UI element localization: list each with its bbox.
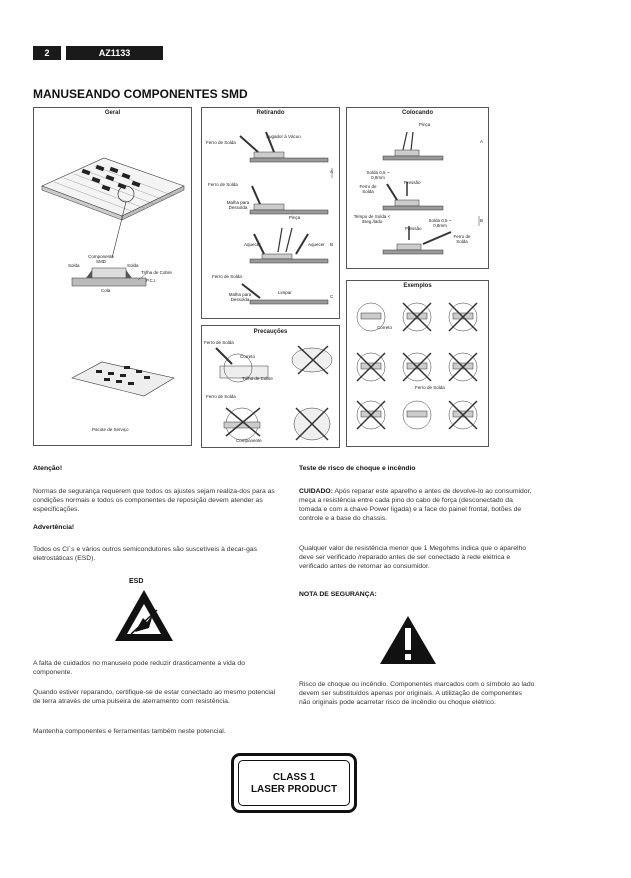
label-ferro-solda-2: Ferro de Solda bbox=[206, 394, 236, 399]
reparando-paragraph: Quando estiver reparando, certifique-se de estar conectado ao mesmo potencial de terra através de uma pulseira de aterramento com resistência. bbox=[33, 689, 276, 705]
laser-product-text: LASER PRODUCT bbox=[250, 784, 338, 795]
panel-precaucoes-title: Precauções bbox=[253, 329, 288, 335]
label-correto: Correto bbox=[240, 354, 256, 359]
label-limpar: Limpar bbox=[278, 290, 292, 295]
label-a: A bbox=[330, 169, 334, 174]
label-ferro-solda-2: Ferro de Solda bbox=[453, 234, 471, 244]
model-label: AZ1133 bbox=[66, 46, 163, 60]
page-title: MANUSEANDO COMPONENTES SMD bbox=[33, 87, 248, 101]
laser-class-text: CLASS 1 bbox=[272, 772, 316, 783]
label-solda-right: Solda bbox=[127, 263, 139, 268]
advertencia-paragraph: Todos os CI´s e vários outros semicondutores são suscetíveis à decar-gas eletrostáticas (ESD). bbox=[33, 546, 258, 562]
panel-exemplos-title: Exemplos bbox=[403, 283, 432, 289]
esd-warning-icon bbox=[113, 588, 175, 643]
label-solda-left: Solda bbox=[68, 263, 80, 268]
label-ferro-solda: Ferro de Solda bbox=[415, 385, 445, 390]
label-solda-2: Solda 0,5 ~ 0,8mm bbox=[428, 218, 452, 228]
potencial-paragraph: Mantenha componentes e ferramentas também neste potencial. bbox=[33, 728, 226, 735]
label-aquecer-1: Aquecer bbox=[244, 242, 261, 247]
label-b: B bbox=[330, 242, 334, 247]
cuidado-label: CUIDADO: bbox=[299, 488, 333, 495]
examples-illustration bbox=[347, 281, 488, 446]
label-solda-1: Solda 0,5 ~ 0,8mm bbox=[366, 170, 390, 180]
teste-heading: Teste de risco de choque e incêndio bbox=[299, 465, 416, 472]
label-ferro-solda-1: Ferro de Solda bbox=[204, 340, 234, 345]
label-pinca: Pinça bbox=[419, 122, 431, 127]
esd-label: ESD bbox=[129, 578, 144, 585]
label-componente: Componente bbox=[236, 438, 262, 443]
label-sugador-vacuo: Sugador à Vácuo bbox=[266, 134, 301, 139]
label-malha-dessolda-1: Malha para Dessolda bbox=[226, 200, 250, 210]
panel-geral-title: Geral bbox=[104, 110, 121, 116]
label-correto: Correto bbox=[377, 325, 393, 330]
laser-label-inner-border bbox=[238, 760, 350, 806]
label-c: C bbox=[330, 294, 334, 299]
label-componente-smd: Componente SMD bbox=[88, 254, 114, 264]
risco-paragraph: Risco de choque ou incêndio. Componentes marcados com o símbolo ao lado devem ser substituídos apenas por originais. A utilização de componentes não originais pode acarretar risco de incêndio ou choque elétrico. bbox=[299, 681, 535, 706]
label-trilha-cobre: Trilha de Cobre bbox=[242, 376, 273, 381]
panel-colocando-title: Colocando bbox=[402, 110, 433, 116]
page-number: 2 bbox=[33, 46, 61, 60]
panel-colocando bbox=[346, 107, 489, 269]
label-a: A bbox=[480, 139, 484, 144]
panel-retirando bbox=[201, 107, 340, 319]
pcb-illustration bbox=[34, 108, 191, 445]
safety-warning-icon bbox=[378, 614, 438, 666]
label-tempo-solda: Tempo de Solda < 3seg./lado bbox=[353, 214, 391, 224]
laser-class-label bbox=[231, 753, 357, 813]
label-pci: P.C.I. bbox=[146, 278, 157, 283]
label-ferro-solda-1: Ferro de Solda bbox=[206, 140, 236, 145]
panel-geral bbox=[33, 107, 192, 446]
panel-retirando-title: Retirando bbox=[256, 110, 285, 116]
label-ferro-solda-2: Ferro de Solda bbox=[208, 182, 238, 187]
label-malha-dessolda-2: Malha para Dessolda bbox=[228, 292, 252, 302]
label-cola: Cola bbox=[101, 288, 111, 293]
label-ferro-solda-1: Ferro de Solda bbox=[359, 184, 377, 194]
label-b: B bbox=[480, 218, 484, 223]
label-trilha-cobre: Trilha de Cobre bbox=[141, 270, 172, 275]
cuidado-text: Após reparar este aparelho e antes de devolve-lo ao consumidor, meça a resistência entre cada pino do cabo de força (desconectado da tomada e com a chave Power ligada) e a face do painel frontal, botões de controle e a base do chassis. bbox=[299, 488, 532, 522]
label-pressao-2: Pressão bbox=[405, 226, 422, 231]
label-pinca: Pinça bbox=[289, 215, 301, 220]
label-aquecer-2: Aquecer bbox=[308, 242, 325, 247]
label-ferro-solda-3: Ferro de Solda bbox=[212, 274, 242, 279]
atencao-heading: Atenção! bbox=[33, 465, 63, 472]
label-pressao-1: Pressão bbox=[404, 180, 421, 185]
manuseio-paragraph: A falta de cuidados no manuseio pode reduzir drasticamente a vida do componente. bbox=[33, 660, 245, 676]
label-pacote-servico: Pacote de Serviço bbox=[92, 427, 129, 432]
cuidado-paragraph bbox=[299, 487, 535, 523]
nota-seguranca-heading: NOTA DE SEGURANÇA: bbox=[299, 591, 377, 598]
panel-precaucoes bbox=[201, 325, 340, 448]
resistencia-paragraph: Qualquer valor de resistência menor que 1 Megohms indica que o aparelho deve ser verificado /reparado antes de ser conectado à rede elétrica e verificado antes de retornar ao consumidor. bbox=[299, 545, 527, 570]
advertencia-heading: Advertência! bbox=[33, 524, 75, 531]
panel-exemplos bbox=[346, 280, 489, 447]
atencao-paragraph: Normas de segurança requerem que todos os ajustes sejam realiza-dos para as condições normais e todos os componentes de reposição devem atender as especificações. bbox=[33, 488, 275, 513]
